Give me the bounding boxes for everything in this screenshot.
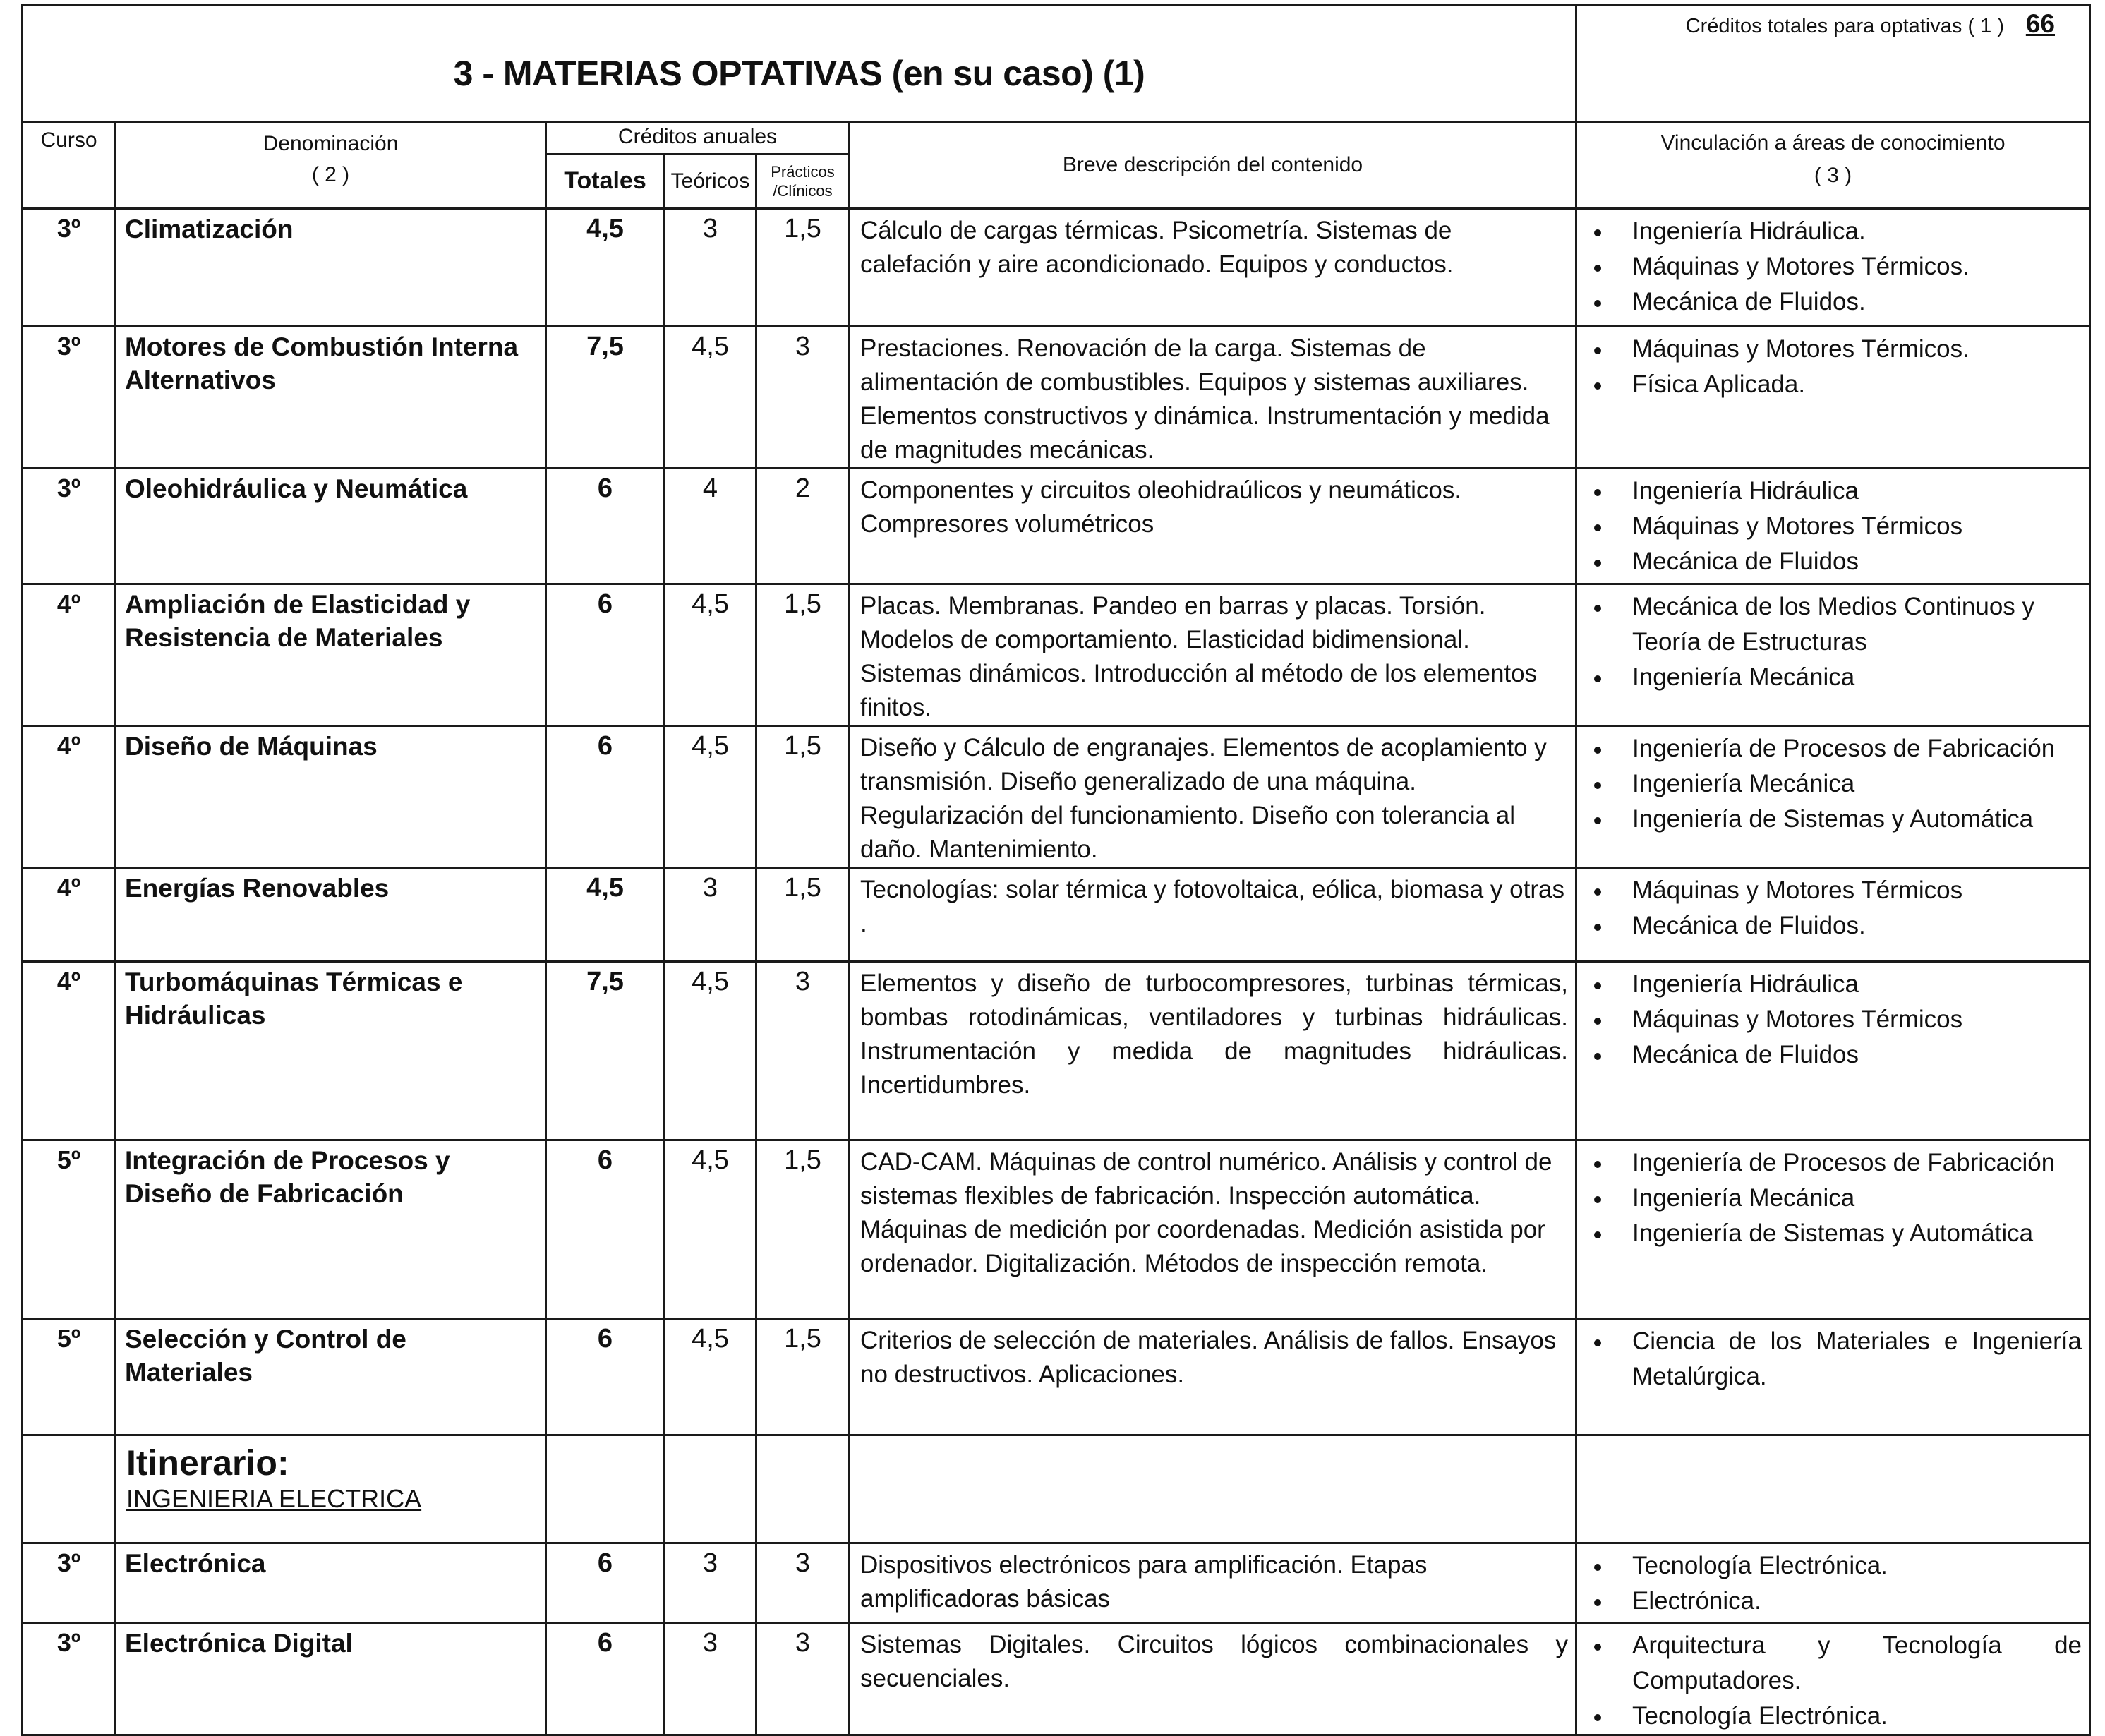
knowledge-area-item: Máquinas y Motores Térmicos	[1591, 509, 2082, 544]
col-header-totales: Totales	[546, 154, 665, 208]
curso-cell: 3º	[23, 469, 116, 584]
credits-practice: 1,5	[756, 209, 850, 327]
table-row	[23, 209, 2090, 327]
credits-practice: 1,5	[756, 868, 850, 962]
credits-practice: 3	[756, 327, 850, 469]
knowledge-area-item: Ingeniería Hidráulica	[1591, 474, 2082, 509]
credits-total: 6	[546, 726, 665, 868]
credits-theory: 3	[665, 1543, 756, 1623]
knowledge-area-list	[1591, 1628, 2082, 1734]
credits-theory: 4,5	[665, 327, 756, 469]
knowledge-area-list	[1591, 731, 2082, 837]
total-credits-label: Créditos totales para optativas ( 1 )	[1685, 15, 2004, 37]
credits-total: 4,5	[546, 209, 665, 327]
knowledge-area-item: Ingeniería de Sistemas y Automática	[1591, 802, 2082, 837]
knowledge-area-item: Ingeniería de Procesos de Fabricación	[1591, 1145, 2082, 1181]
credits-total: 6	[546, 1623, 665, 1735]
curso-cell: 4º	[23, 584, 116, 726]
knowledge-area-item: Mecánica de los Medios Continuos y Teoría de Estructuras	[1591, 589, 2082, 660]
title-cell	[23, 6, 1576, 122]
subject-name: Turbomáquinas Térmicas e Hidráulicas	[116, 962, 546, 1140]
credits-practice: 2	[756, 469, 850, 584]
col-header-teoricos: Teóricos	[665, 154, 756, 208]
itinerary-empty-cell	[546, 1435, 665, 1543]
knowledge-area-item: Ingeniería de Sistemas y Automática	[1591, 1216, 2082, 1251]
credits-total: 7,5	[546, 327, 665, 469]
knowledge-areas	[1576, 469, 2090, 584]
knowledge-area-item: Electrónica.	[1591, 1584, 2082, 1619]
curso-cell: 5º	[23, 1140, 116, 1319]
total-credits-value: 66	[2025, 9, 2055, 38]
table-row	[23, 962, 2090, 1140]
credits-practice: 3	[756, 962, 850, 1140]
col-header-vinculacion: Vinculación a áreas de conocimiento ( 3 )	[1576, 122, 2090, 209]
content-description: Prestaciones. Renovación de la carga. Sistemas de alimentación de combustibles. Equipos y sistemas auxiliares. Elementos constructivos y dinámica. Instrumentación y medida de magnitudes mecánicas.	[850, 327, 1576, 469]
col-header-practicos: Prácticos /Clínicos	[756, 154, 850, 208]
curso-cell: 4º	[23, 868, 116, 962]
knowledge-area-list	[1591, 1324, 2082, 1394]
credits-theory: 4	[665, 469, 756, 584]
itinerary-cell	[116, 1435, 546, 1543]
optativas-table	[21, 4, 2091, 1736]
knowledge-area-list	[1591, 474, 2082, 579]
col-header-curso: Curso	[23, 122, 116, 209]
knowledge-area-item: Tecnología Electrónica.	[1591, 1548, 2082, 1584]
curso-cell: 3º	[23, 1543, 116, 1623]
content-description: Cálculo de cargas térmicas. Psicometría. Sistemas de calefación y aire acondicionado. Equipos y conductos.	[850, 209, 1576, 327]
credits-theory: 4,5	[665, 1319, 756, 1435]
credits-theory: 4,5	[665, 1140, 756, 1319]
credits-theory: 4,5	[665, 584, 756, 726]
knowledge-area-item: Mecánica de Fluidos	[1591, 1037, 2082, 1073]
subject-name: Motores de Combustión Interna Alternativos	[116, 327, 546, 469]
knowledge-area-item: Máquinas y Motores Térmicos.	[1591, 332, 2082, 367]
itinerary-name: INGENIERIA ELECTRICA	[126, 1484, 422, 1513]
knowledge-area-item: Mecánica de Fluidos.	[1591, 284, 2082, 320]
credits-total: 6	[546, 1319, 665, 1435]
table-row	[23, 584, 2090, 726]
content-description: Sistemas Digitales. Circuitos lógicos combinacionales y secuenciales.	[850, 1623, 1576, 1735]
knowledge-areas	[1576, 1140, 2090, 1319]
content-description: Tecnologías: solar térmica y fotovoltaica, eólica, biomasa y otras .	[850, 868, 1576, 962]
table-row	[23, 726, 2090, 868]
table-row	[23, 868, 2090, 962]
knowledge-area-list	[1591, 332, 2082, 402]
itinerary-empty-cell	[1576, 1435, 2090, 1543]
table-row	[23, 327, 2090, 469]
knowledge-area-item: Mecánica de Fluidos	[1591, 544, 2082, 579]
total-credits-cell	[1576, 6, 2090, 122]
content-description: Dispositivos electrónicos para amplificación. Etapas amplificadoras básicas	[850, 1543, 1576, 1623]
table-row	[23, 1623, 2090, 1735]
col-header-descripcion: Breve descripción del contenido	[850, 122, 1576, 209]
knowledge-area-item: Ingeniería Mecánica	[1591, 660, 2082, 695]
credits-theory: 3	[665, 209, 756, 327]
knowledge-area-list	[1591, 214, 2082, 320]
credits-practice: 1,5	[756, 726, 850, 868]
credits-total: 7,5	[546, 962, 665, 1140]
content-description: Componentes y circuitos oleohidraúlicos y neumáticos. Compresores volumétricos	[850, 469, 1576, 584]
knowledge-area-item: Ciencia de los Materiales e Ingeniería Metalúrgica.	[1591, 1324, 2082, 1394]
itinerary-empty-cell	[665, 1435, 756, 1543]
knowledge-area-item: Máquinas y Motores Térmicos	[1591, 1002, 2082, 1037]
subject-name: Energías Renovables	[116, 868, 546, 962]
credits-practice: 1,5	[756, 1319, 850, 1435]
itinerary-empty-cell	[850, 1435, 1576, 1543]
curso-cell: 5º	[23, 1319, 116, 1435]
credits-theory: 3	[665, 868, 756, 962]
table-row	[23, 469, 2090, 584]
knowledge-areas	[1576, 584, 2090, 726]
credits-practice: 1,5	[756, 584, 850, 726]
credits-total: 4,5	[546, 868, 665, 962]
knowledge-area-list	[1591, 1145, 2082, 1251]
itinerary-title: Itinerario:	[126, 1443, 289, 1483]
knowledge-area-item: Mecánica de Fluidos.	[1591, 908, 2082, 944]
credits-theory: 3	[665, 1623, 756, 1735]
knowledge-areas	[1576, 726, 2090, 868]
knowledge-areas	[1576, 962, 2090, 1140]
content-description: Placas. Membranas. Pandeo en barras y placas. Torsión. Modelos de comportamiento. Elasticidad bidimensional. Sistemas dinámicos. Introducción al método de los elementos finitos.	[850, 584, 1576, 726]
knowledge-areas	[1576, 209, 2090, 327]
credits-practice: 3	[756, 1543, 850, 1623]
knowledge-area-item: Física Aplicada.	[1591, 367, 2082, 402]
knowledge-area-item: Ingeniería Hidráulica.	[1591, 214, 2082, 249]
col-header-creditos: Créditos anuales	[546, 122, 850, 155]
col-header-denominacion: Denominación ( 2 )	[116, 122, 546, 209]
knowledge-area-item: Ingeniería Mecánica	[1591, 1181, 2082, 1216]
curso-cell: 3º	[23, 1623, 116, 1735]
credits-total: 6	[546, 584, 665, 726]
page-title: 3 - MATERIAS OPTATIVAS (en su caso) (1)	[453, 54, 1145, 93]
credits-theory: 4,5	[665, 726, 756, 868]
subject-name: Selección y Control de Materiales	[116, 1319, 546, 1435]
credits-practice: 1,5	[756, 1140, 850, 1319]
credits-theory: 4,5	[665, 962, 756, 1140]
knowledge-areas	[1576, 327, 2090, 469]
subject-name: Integración de Procesos y Diseño de Fabricación	[116, 1140, 546, 1319]
knowledge-area-item: Máquinas y Motores Térmicos	[1591, 873, 2082, 908]
knowledge-areas	[1576, 1319, 2090, 1435]
subject-name: Ampliación de Elasticidad y Resistencia de Materiales	[116, 584, 546, 726]
subject-name: Climatización	[116, 209, 546, 327]
table-row	[23, 1140, 2090, 1319]
credits-total: 6	[546, 1140, 665, 1319]
curso-cell: 4º	[23, 726, 116, 868]
knowledge-area-item: Arquitectura y Tecnología de Computadores.	[1591, 1628, 2082, 1699]
credits-practice: 3	[756, 1623, 850, 1735]
knowledge-area-item: Ingeniería Mecánica	[1591, 766, 2082, 802]
knowledge-area-item: Tecnología Electrónica.	[1591, 1699, 2082, 1734]
itinerary-empty-cell	[756, 1435, 850, 1543]
subject-name: Electrónica	[116, 1543, 546, 1623]
knowledge-area-item: Ingeniería Hidráulica	[1591, 967, 2082, 1002]
knowledge-area-list	[1591, 873, 2082, 944]
knowledge-area-item: Máquinas y Motores Térmicos.	[1591, 249, 2082, 284]
content-description: Diseño y Cálculo de engranajes. Elementos de acoplamiento y transmisión. Diseño generalizado de una máquina. Regularización del funcionamiento. Diseño con tolerancia al daño. Mantenimiento.	[850, 726, 1576, 868]
table-row	[23, 1543, 2090, 1623]
credits-total: 6	[546, 1543, 665, 1623]
subject-name: Electrónica Digital	[116, 1623, 546, 1735]
knowledge-areas	[1576, 868, 2090, 962]
subject-name: Oleohidráulica y Neumática	[116, 469, 546, 584]
curso-cell: 3º	[23, 209, 116, 327]
knowledge-area-list	[1591, 589, 2082, 695]
knowledge-area-list	[1591, 967, 2082, 1073]
knowledge-areas	[1576, 1543, 2090, 1623]
knowledge-area-item: Ingeniería de Procesos de Fabricación	[1591, 731, 2082, 766]
knowledge-area-list	[1591, 1548, 2082, 1619]
itinerary-curso-cell	[23, 1435, 116, 1543]
credits-total: 6	[546, 469, 665, 584]
curso-cell: 4º	[23, 962, 116, 1140]
subject-name: Diseño de Máquinas	[116, 726, 546, 868]
curso-cell: 3º	[23, 327, 116, 469]
table-row	[23, 1319, 2090, 1435]
content-description: Criterios de selección de materiales. Análisis de fallos. Ensayos no destructivos. Aplicaciones.	[850, 1319, 1576, 1435]
knowledge-areas	[1576, 1623, 2090, 1735]
content-description: Elementos y diseño de turbocompresores, turbinas térmicas, bombas rotodinámicas, ventiladores y turbinas hidráulicas. Instrumentación y medida de magnitudes hidráulicas. Incertidumbres.	[850, 962, 1576, 1140]
content-description: CAD-CAM. Máquinas de control numérico. Análisis y control de sistemas flexibles de fabricación. Inspección automática. Máquinas de medición por coordenadas. Medición asistida por ordenador. Digitalización. Métodos de inspección remota.	[850, 1140, 1576, 1319]
